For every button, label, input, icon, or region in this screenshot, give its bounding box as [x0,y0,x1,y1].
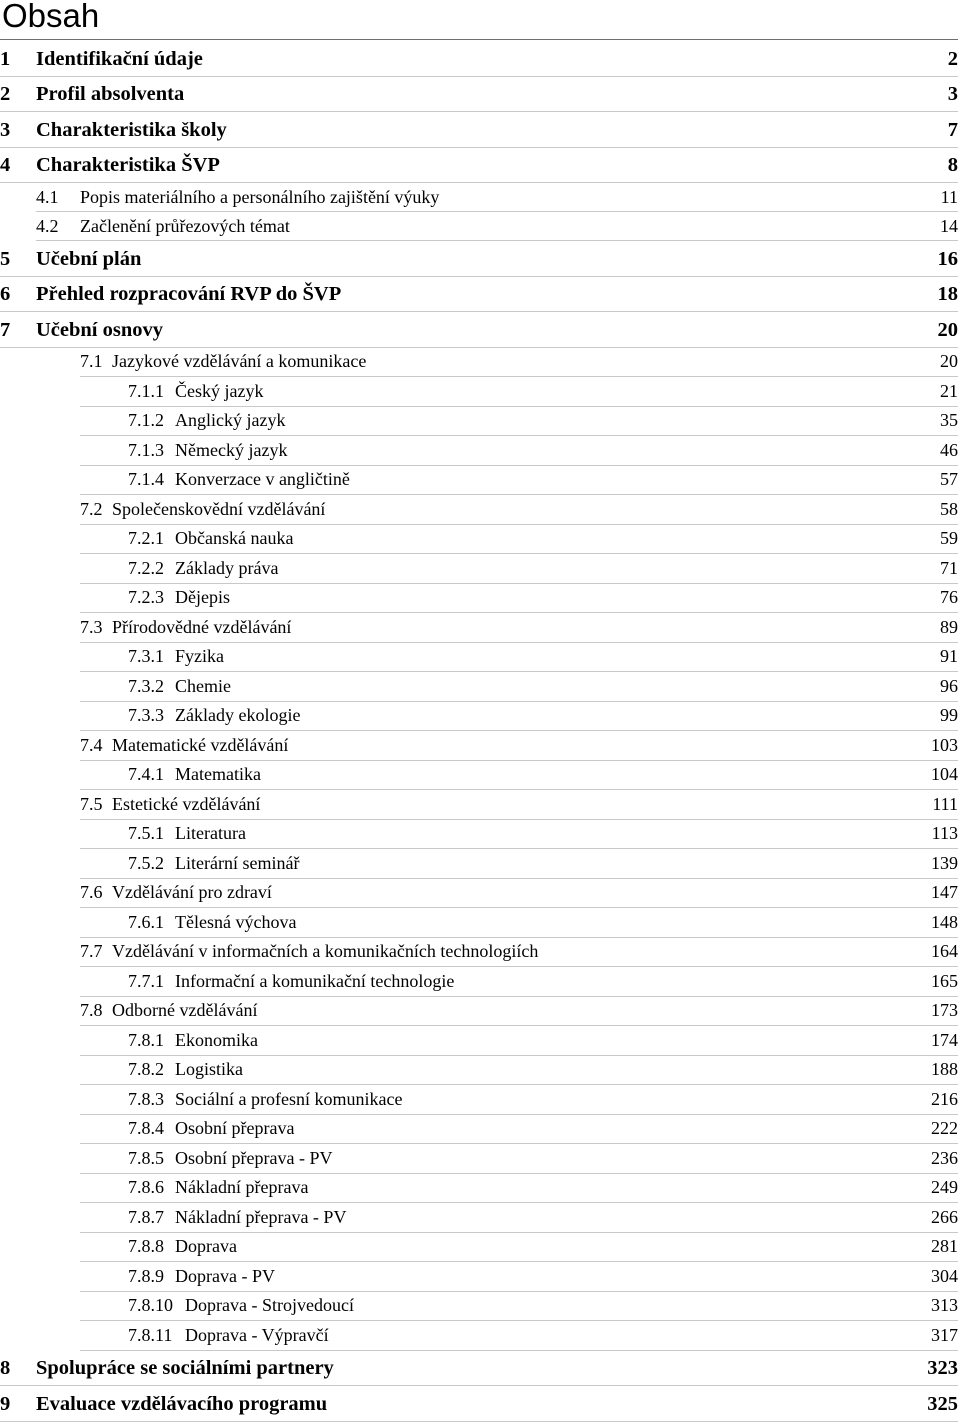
toc-entry[interactable] [80,466,958,496]
toc-entry-number: 7.7.1 [128,970,164,991]
toc-entry-number: 8 [0,1357,11,1380]
toc-entry-page: 89 [940,616,958,637]
toc-entry-number: 7.8.4 [128,1118,164,1139]
toc-entry-label: Evaluace vzdělávacího programu [36,1392,328,1415]
toc-entry[interactable] [0,312,958,348]
toc-entry-number: 4.1 [36,186,59,207]
toc-entry-number: 7.8.5 [128,1147,164,1168]
toc-entry-number: 7.8.2 [128,1059,164,1080]
toc-entry-page: 164 [931,941,958,962]
toc-entry-label: Společenskovědní vzdělávání [112,498,326,519]
toc-entry-label: Vzdělávání v informačních a komunikačních technologiích [112,941,539,962]
toc-entry-page: 14 [940,215,958,236]
toc-entry-page: 76 [940,587,958,608]
toc-entry-number: 7.8 [80,1000,103,1021]
toc-entry-number: 7.1.2 [128,410,164,431]
toc-entry[interactable] [80,820,958,850]
toc-entry-page: 104 [931,764,958,785]
toc-entry-label: Literární seminář [175,852,300,873]
toc-entry-label: Dějepis [175,587,230,608]
toc-entry-number: 7.3.1 [128,646,164,667]
toc-entry-page: 7 [947,118,958,141]
toc-entry-page: 113 [931,823,958,844]
toc-entry-page: 3 [947,83,958,106]
toc-entry-number: 7.6 [80,882,103,903]
toc-entry-label: Doprava - Výpravčí [185,1324,329,1345]
toc-entry-number: 7.8.7 [128,1206,164,1227]
toc-entry-page: 313 [931,1295,958,1316]
toc-entry[interactable] [36,183,958,212]
toc-entry-page: 35 [940,410,958,431]
toc-entry-label: Ekonomika [175,1029,258,1050]
toc-entry-number: 7.7 [80,941,103,962]
toc-entry-number: 1 [0,47,11,70]
toc-entry-page: 58 [940,498,958,519]
toc-entry[interactable] [80,967,958,997]
toc-entry[interactable] [0,112,958,148]
toc-entry-page: 111 [932,793,958,814]
toc-entry-page: 11 [940,186,958,207]
toc-entry-number: 7.5 [80,793,103,814]
toc-entry-number: 7.8.11 [128,1324,173,1345]
toc-entry-label: Profil absolventa [36,83,185,106]
toc-entry[interactable] [80,407,958,437]
toc-entry[interactable] [0,1351,958,1387]
toc-entry-number: 7.8.1 [128,1029,164,1050]
toc-entry-page: 249 [931,1177,958,1198]
toc-entry-number: 4 [0,154,11,177]
toc-entry-number: 6 [0,283,11,306]
toc-entry-page: 2 [947,47,958,70]
toc-entry-label: Nákladní přeprava [175,1177,309,1198]
toc-entry[interactable] [80,1085,958,1115]
toc-entry-page: 18 [937,283,958,306]
toc-entry-number: 7.3.2 [128,675,164,696]
toc-entry[interactable] [80,879,958,909]
toc-entry-number: 7.1 [80,351,103,372]
toc-entry-page: 57 [940,469,958,490]
toc-entry-number: 7 [0,318,11,341]
toc-entry-page: 21 [940,380,958,401]
toc-entry-label: Doprava - Strojvedoucí [185,1295,354,1316]
toc-entry-page: 173 [931,1000,958,1021]
toc-entry-label: Charakteristika ŠVP [36,154,220,177]
toc-entry-page: 317 [931,1324,958,1345]
toc-entry[interactable] [80,1321,958,1351]
toc-entry[interactable] [80,613,958,643]
toc-entry[interactable] [80,997,958,1027]
toc-entry-number: 7.1.4 [128,469,164,490]
toc-entry-number: 7.1.3 [128,439,164,460]
toc-entry-label: Vzdělávání pro zdraví [112,882,272,903]
toc-entry[interactable] [80,1233,958,1263]
toc-entry-number: 7.2.1 [128,528,164,549]
toc-entry[interactable] [0,148,958,184]
toc-entry[interactable] [80,554,958,584]
toc-entry-page: 71 [940,557,958,578]
toc-entry-label: Odborné vzdělávání [112,1000,258,1021]
toc-entry-label: Základy práva [175,557,279,578]
toc-entry-number: 7.2 [80,498,103,519]
toc-entry[interactable] [80,761,958,791]
toc-entry-page: 188 [931,1059,958,1080]
toc-entry[interactable] [80,790,958,820]
toc-entry-label: Osobní přeprava [175,1118,295,1139]
toc-entry[interactable] [80,1144,958,1174]
toc-entry[interactable] [80,1056,958,1086]
toc-entry[interactable] [80,702,958,732]
toc-entry-label: Doprava - PV [175,1265,275,1286]
toc-entry[interactable] [0,77,958,113]
toc-entry-page: 147 [931,882,958,903]
toc-entry-page: 96 [940,675,958,696]
toc-entry[interactable] [0,1386,958,1422]
toc-entry[interactable] [80,1203,958,1233]
toc-entry-number: 7.8.9 [128,1265,164,1286]
toc-entry-label: Občanská nauka [175,528,294,549]
toc-entry-label: Matematika [175,764,261,785]
toc-entry-number: 3 [0,118,11,141]
toc-entry-number: 7.8.3 [128,1088,164,1109]
toc-entry[interactable] [0,41,958,77]
toc-entry-label: Přehled rozpracování RVP do ŠVP [36,283,342,306]
toc-entry-number: 7.5.1 [128,823,164,844]
toc-entry-page: 222 [931,1118,958,1139]
toc-entry-page: 174 [931,1029,958,1050]
toc-entry-label: Identifikační údaje [36,47,203,70]
toc-entry-label: Začlenění průřezových témat [80,215,290,236]
toc-entry[interactable] [80,377,958,407]
toc-entry-label: Německý jazyk [175,439,288,460]
toc-entry-label: Základy ekologie [175,705,301,726]
toc-entry-label: Jazykové vzdělávání a komunikace [112,351,367,372]
toc-entry[interactable] [80,1115,958,1145]
toc-entry-number: 7.3 [80,616,103,637]
toc-entry-label: Fyzika [175,646,224,667]
toc-entry-number: 7.8.6 [128,1177,164,1198]
toc-entry-label: Učební osnovy [36,318,164,341]
toc-entry-label: Estetické vzdělávání [112,793,261,814]
toc-entry-label: Anglický jazyk [175,410,286,431]
toc-entry-number: 4.2 [36,215,59,236]
toc-entry-page: 20 [940,351,958,372]
toc-entry[interactable] [80,436,958,466]
toc-entry-label: Charakteristika školy [36,118,227,141]
toc-entry-label: Doprava [175,1236,237,1257]
toc-entry[interactable] [80,1262,958,1292]
toc-entry-page: 281 [931,1236,958,1257]
toc-entry-page: 148 [931,911,958,932]
toc-entry-page: 266 [931,1206,958,1227]
toc-entry-label: Přírodovědné vzdělávání [112,616,292,637]
toc-entry-number: 2 [0,83,11,106]
toc-entry[interactable] [80,1174,958,1204]
toc-entry-number: 7.8.8 [128,1236,164,1257]
toc-entry-number: 7.2.2 [128,557,164,578]
toc-entry-page: 165 [931,970,958,991]
toc-entry-number: 7.5.2 [128,852,164,873]
toc-entry-page: 91 [940,646,958,667]
toc-entry[interactable] [80,643,958,673]
toc-entry-page: 59 [940,528,958,549]
toc-entry[interactable] [80,525,958,555]
toc-entry-page: 236 [931,1147,958,1168]
toc-entry[interactable] [80,908,958,938]
toc-entry[interactable] [80,731,958,761]
toc-entry-page: 103 [931,734,958,755]
toc-entry-label: Chemie [175,675,231,696]
toc-entry-label: Učební plán [36,247,142,270]
toc-entry-number: 7.8.10 [128,1295,173,1316]
toc-entry[interactable] [80,672,958,702]
toc-entry[interactable] [80,938,958,968]
toc-entry[interactable] [80,849,958,879]
toc-entry-page: 325 [927,1392,958,1415]
toc-entry-page: 216 [931,1088,958,1109]
toc-entry-page: 20 [937,318,958,341]
toc-entry-number: 9 [0,1392,11,1415]
page-title: Obsah [2,0,100,34]
toc-entry-label: Matematické vzdělávání [112,734,289,755]
toc-entry-page: 139 [931,852,958,873]
toc-entry-label: Sociální a profesní komunikace [175,1088,403,1109]
toc-entry-number: 7.6.1 [128,911,164,932]
toc-entry[interactable] [80,1292,958,1322]
toc-entry[interactable] [0,241,958,277]
toc-entry-number: 7.2.3 [128,587,164,608]
toc-entry[interactable] [80,584,958,614]
toc-entry[interactable] [0,277,958,313]
toc-entry-label: Logistika [175,1059,243,1080]
toc-entry-number: 7.4.1 [128,764,164,785]
toc-entry-label: Konverzace v angličtině [175,469,350,490]
toc-entry-page: 304 [931,1265,958,1286]
toc-entry-label: Spolupráce se sociálními partnery [36,1357,334,1380]
toc-entry[interactable] [80,348,958,378]
toc-entry-page: 99 [940,705,958,726]
toc-entry-number: 7.3.3 [128,705,164,726]
toc-entry-label: Popis materiálního a personálního zajištění výuky [80,186,440,207]
toc-entry-number: 5 [0,247,11,270]
toc-entry-page: 16 [937,247,958,270]
toc-entry-number: 7.1.1 [128,380,164,401]
toc-entry[interactable] [80,1026,958,1056]
toc-entry[interactable] [36,212,958,241]
toc-entry[interactable] [80,495,958,525]
toc-entry-label: Literatura [175,823,246,844]
toc-entry-number: 7.4 [80,734,103,755]
toc-entry-page: 323 [927,1357,958,1380]
toc-entry-page: 8 [947,154,958,177]
toc-entry-page: 46 [940,439,958,460]
toc-entry-label: Český jazyk [175,380,264,401]
toc-entry-label: Tělesná výchova [175,911,297,932]
toc-entry-label: Nákladní přeprava - PV [175,1206,347,1227]
toc-entry-label: Osobní přeprava - PV [175,1147,333,1168]
toc-entry-label: Informační a komunikační technologie [175,970,455,991]
